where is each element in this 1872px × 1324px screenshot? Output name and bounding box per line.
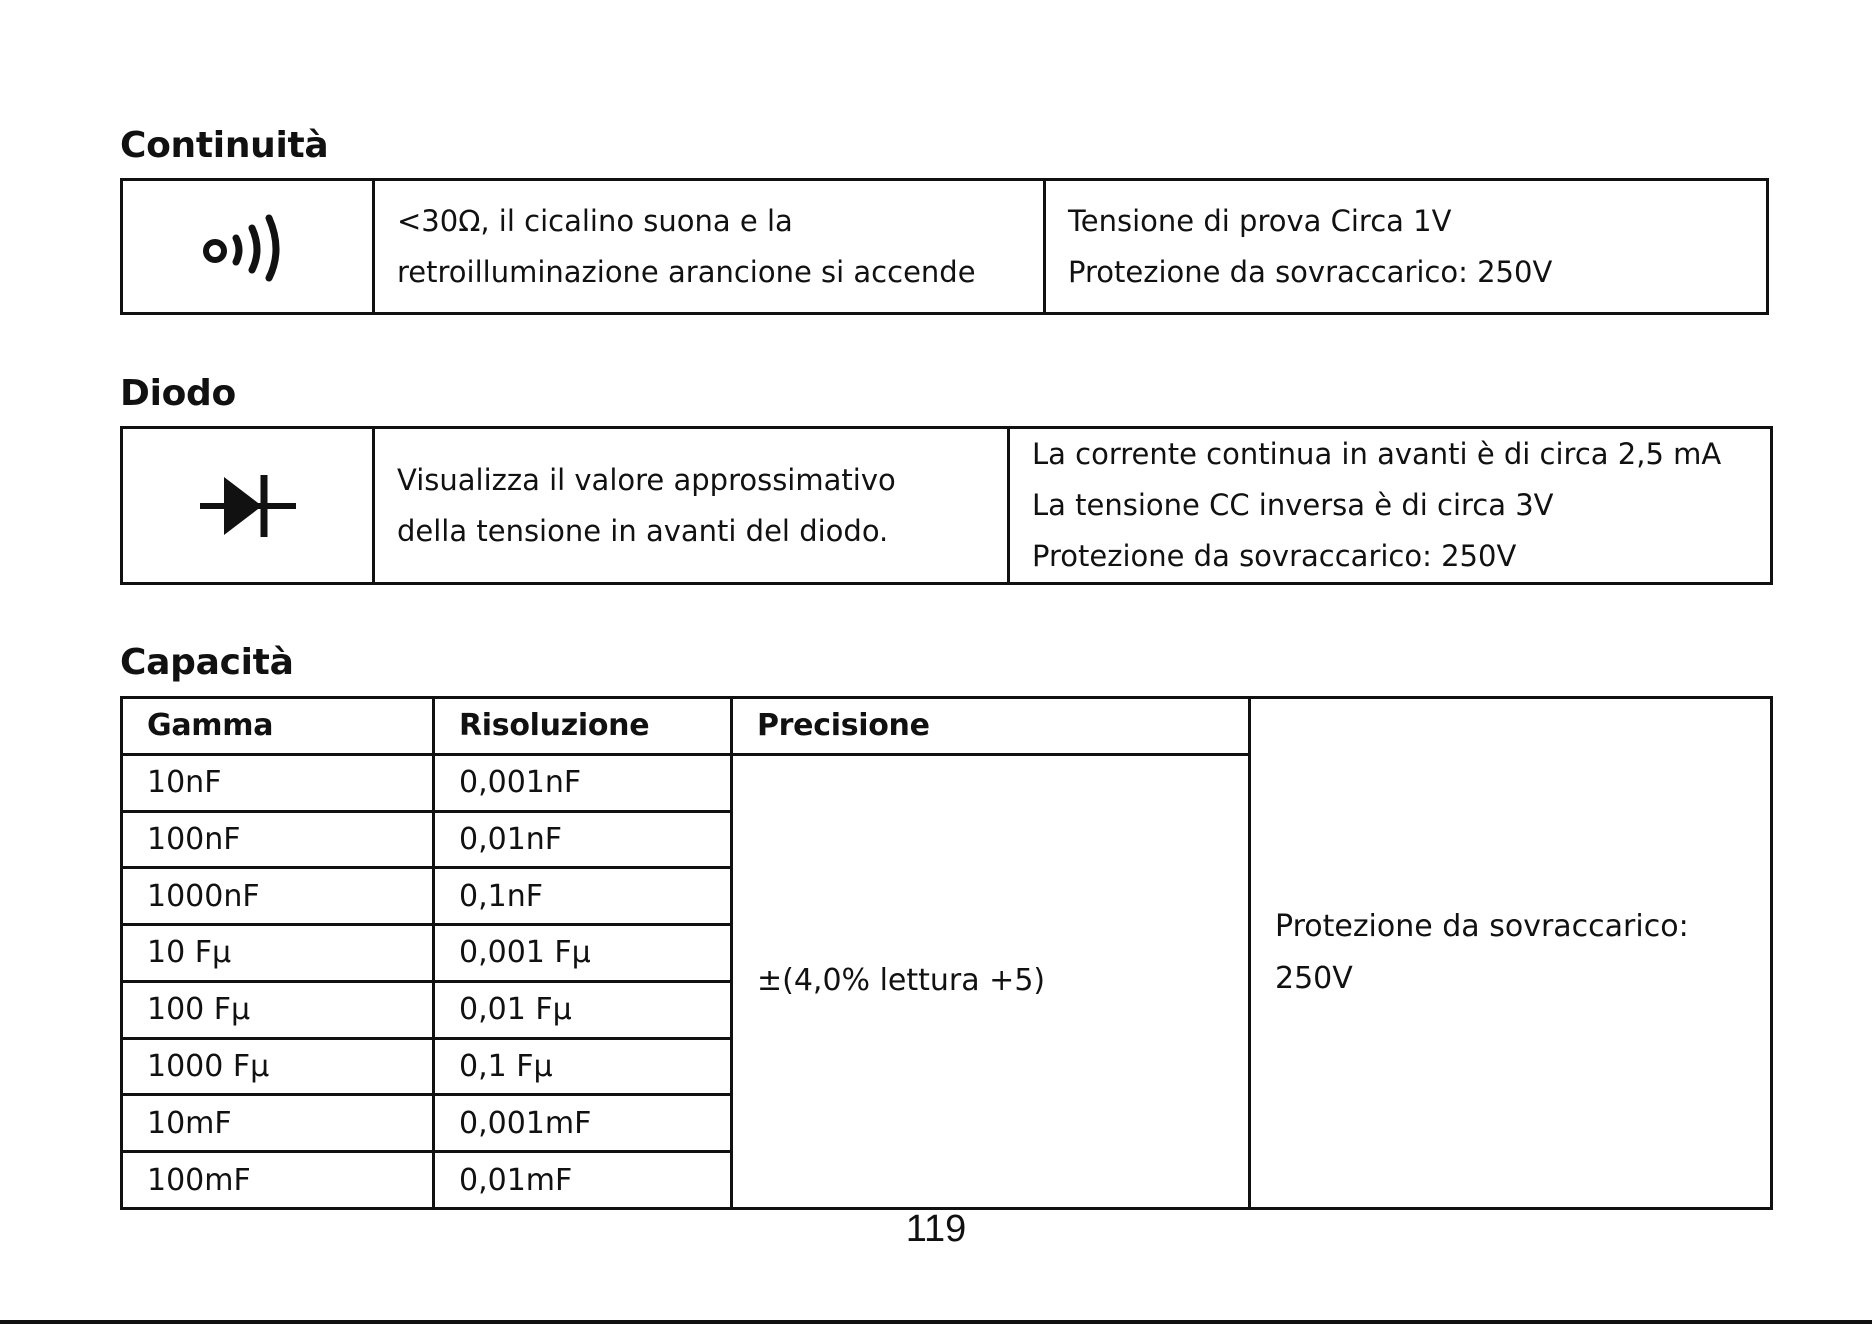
continuity-heading: Continuità xyxy=(120,125,329,166)
resolution-cell: 0,001nF xyxy=(434,754,732,811)
protection-line: Protezione da sovraccarico: xyxy=(1275,909,1689,944)
bottom-rule xyxy=(0,1320,1872,1324)
diode-description-line: della tensione in avanti del diodo. xyxy=(397,513,889,548)
continuity-buzzer-icon xyxy=(203,212,293,282)
column-header-range: Gamma xyxy=(122,698,434,755)
continuity-specs xyxy=(1045,180,1768,314)
page-number: 119 xyxy=(905,1208,967,1250)
continuity-spec-line: Tensione di prova Circa 1V xyxy=(1068,203,1452,238)
range-cell: 1000 Fμ xyxy=(122,1038,434,1095)
column-header-accuracy: Precisione xyxy=(732,698,1250,755)
protection-line: 250V xyxy=(1275,961,1353,996)
capacitance-header-row xyxy=(122,698,1772,755)
resolution-cell: 0,01nF xyxy=(434,811,732,868)
diode-spec-line: La tensione CC inversa è di circa 3V xyxy=(1032,488,1554,522)
continuity-spec-line: Protezione da sovraccarico: 250V xyxy=(1068,254,1553,289)
diode-icon-cell xyxy=(122,428,374,584)
diode-description xyxy=(374,428,1009,584)
range-cell: 1000nF xyxy=(122,868,434,925)
diode-heading: Diodo xyxy=(120,373,236,414)
resolution-cell: 0,1nF xyxy=(434,868,732,925)
continuity-description-line: <30Ω, il cicalino suona e la xyxy=(397,203,793,238)
range-cell: 100 Fμ xyxy=(122,981,434,1038)
diode-icon xyxy=(200,471,296,541)
range-cell: 10mF xyxy=(122,1095,434,1152)
diode-spec-line: Protezione da sovraccarico: 250V xyxy=(1032,539,1517,573)
resolution-cell: 0,01 Fμ xyxy=(434,981,732,1038)
continuity-table xyxy=(120,178,1769,315)
range-cell: 10 Fμ xyxy=(122,925,434,982)
continuity-description-line: retroilluminazione arancione si accende xyxy=(397,254,976,289)
resolution-cell: 0,01mF xyxy=(434,1152,732,1209)
capacitance-table xyxy=(120,696,1773,1210)
diode-description-line: Visualizza il valore approssimativo xyxy=(397,462,896,497)
diode-specs xyxy=(1009,428,1772,584)
range-cell: 100mF xyxy=(122,1152,434,1209)
resolution-cell: 0,001mF xyxy=(434,1095,732,1152)
capacitance-heading: Capacità xyxy=(120,642,294,683)
resolution-cell: 0,001 Fμ xyxy=(434,925,732,982)
range-cell: 10nF xyxy=(122,754,434,811)
continuity-description xyxy=(374,180,1045,314)
column-header-resolution: Risoluzione xyxy=(434,698,732,755)
diode-table xyxy=(120,426,1773,585)
diode-spec-line: La corrente continua in avanti è di circa 2,5 mA xyxy=(1032,437,1722,471)
accuracy-cell: ±(4,0% lettura +5) xyxy=(732,754,1250,1208)
capacitance-protection xyxy=(1250,698,1772,1209)
range-cell: 100nF xyxy=(122,811,434,868)
continuity-icon-cell xyxy=(122,180,374,314)
resolution-cell: 0,1 Fμ xyxy=(434,1038,732,1095)
